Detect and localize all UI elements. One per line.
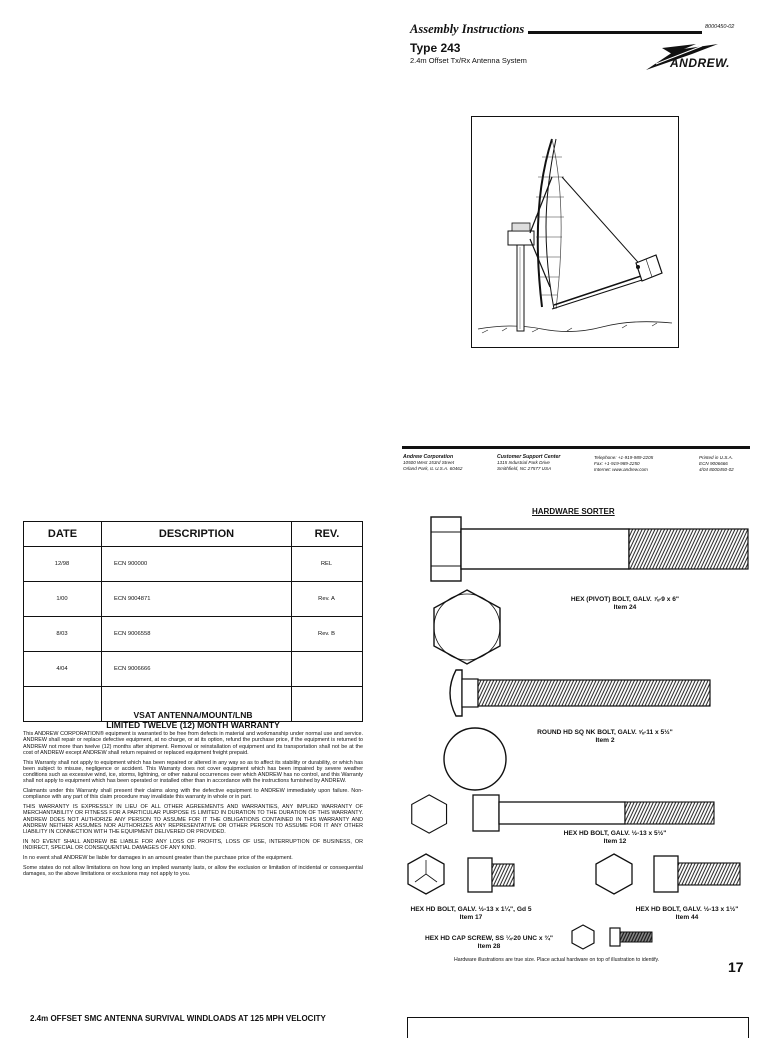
company-name: Andrew Corporation [403,454,454,460]
item44-label [620,906,754,921]
revision-description: ECN 9004871 [102,582,292,617]
support-address [497,454,560,472]
revision-date: 8/03 [24,617,102,652]
cap-screw-illustration [570,924,654,950]
phone-line1: Telephone: +1-919-989-2205 [594,455,654,460]
revision-description: ECN 900000 [102,547,292,582]
revision-description: ECN 9006666 [102,652,292,687]
date-header: DATE [24,522,102,547]
revision-row [24,582,363,617]
support-line1: 1315 Industrial Park Drive [497,460,550,465]
item12-name: HEX HD BOLT, GALV. ½-13 x 5½" [563,830,667,837]
item24-label [540,596,710,611]
item2-number: Item 2 [595,736,615,744]
doc-number: 8000450-02 [705,24,735,30]
support-line2: Smithfield, NC 27577 USA [497,466,552,471]
windload-table-frame [407,1017,749,1038]
warranty-title [23,710,363,730]
warranty-paragraph: This ANDREW CORPORATION® equipment is warranted to be free from defects in material and workmanship under normal use and service. ANDREW shall repair or replace defective equipment, at no charge, or at its option, refund the purchase price, if the equipment is returned to ANDREW not more than twelve (12) months after shipment. Removal or reinstallation of equipment and its transportation shall not be at the cost of ANDREW except ANDREW shall return repaired or replaced equipment freight prepaid. [23,731,363,756]
andrew-logo [632,42,742,74]
print-line2: ECN 9006666 [699,461,728,466]
warranty-body [23,731,363,881]
antenna-illustration [471,116,679,348]
phone-info [594,455,653,473]
item2-name: ROUND HD SQ NK BOLT, GALV. ⅝-11 x 5½" [537,729,673,736]
revision-table [23,521,363,722]
revision-rev: Rev. A [292,582,363,617]
round-head-end-view [442,726,508,792]
brand-name: ANDREW. [670,56,730,70]
item24-name: HEX (PIVOT) BOLT, GALV. ⅞-9 x 6" [570,596,680,603]
hardware-sorter-title: HARDWARE SORTER [532,507,615,516]
item44-name: HEX HD BOLT, GALV. ½-13 x 1½" [635,906,739,913]
company-address [403,454,462,472]
rev-header: REV. [292,522,363,547]
windload-title: 2.4m OFFSET SMC ANTENNA SURVIVAL WINDLOADS AT 125 MPH VELOCITY [30,1014,326,1023]
round-head-bolt-illustration [442,666,712,720]
item17-label [396,906,546,921]
warranty-paragraph: IN NO EVENT SHALL ANDREW BE LIABLE FOR ANY LOSS OF PROFITS, LOSS OF USE, INTERRUPTION OF BUSINESS, OR INDIRECT, SPECIAL OR CONSEQUENTIAL DAMAGES OF ANY KIND. [23,839,363,852]
support-name: Customer Support Center [497,454,561,460]
product-name: 2.4m Offset Tx/Rx Antenna System [410,56,527,65]
revision-header-row [24,522,363,547]
item17-name: HEX HD BOLT, GALV. ½-13 x 1¼", Gd 5 [410,906,532,913]
revision-date: 1/00 [24,582,102,617]
hex-head-end-view [430,588,504,666]
revision-date: 12/98 [24,547,102,582]
revision-row [24,617,363,652]
description-header: DESCRIPTION [102,522,292,547]
revision-description: ECN 9006558 [102,617,292,652]
item12-label [530,830,700,845]
product-type: Type 243 [410,41,461,55]
page-number: 17 [728,959,744,975]
item44-number: Item 44 [675,913,699,921]
item28-label [414,935,564,950]
item12-number: Item 12 [603,837,627,845]
revision-row [24,547,363,582]
header-rule [528,31,702,34]
warranty-paragraph: In no event shall ANDREW be liable for damages in an amount greater than the purchase price of the equipment. [23,855,293,861]
hex-bolt-1-5-illustration [594,852,744,898]
revision-rev [292,652,363,687]
revision-row [24,652,363,687]
print-line3: 4/04 8000450-02 [699,467,734,472]
warranty-paragraph: This Warranty shall not apply to equipment which has been repaired or altered in any way so as to affect its stability or durability, or which has been subject to misuse, negligence or accident. This Warranty does not cover equipment which has been impaired by severe weather conditions such as excessive wind, ice, storms, lightning, or other natural occurrences over which ANDREW has no control, and this Warranty shall not apply to equipment which has been operated or installed other than in accordance with the instructions furnished by ANDREW. [23,759,363,785]
warranty-paragraph: Claimants under this Warranty shall present their claims along with the defective equipment to ANDREW immediately upon failure. Non-compliance with any part of this claim procedure may invalidate this warranty in whole or in part. [23,788,363,801]
item2-label [520,729,690,744]
warranty-paragraph: THIS WARRANTY IS EXPRESSLY IN LIEU OF ALL OTHER AGREEMENTS AND WARRANTIES, ANY IMPLIED WARRANTY OF MERCHANTABILITY OR FITNESS FOR A PARTICULAR PURPOSE IS LIMITED IN DURATION TO THE DURATION OF THIS WARRANTY. ANDREW DOES NOT AUTHORIZE ANY PERSON TO ASSUME FOR IT THE OBLIGATIONS CONTAINED IN THIS WARRANTY AND ANDREW NEITHER ASSUMES NOR AUTHORIZES ANY REPRESENTATIVE OR OTHER PERSON TO ASSUME FOR IT ANY OTHER LIABILITY IN CONNECTION WITH THE EQUIPMENT DELIVERED OR PROVIDED. [23,804,363,836]
warranty-paragraph: Some states do not allow limitations on how long an implied warranty lasts, or allow the exclusion or limitation of incidental or consequential damages, so the above limitations or exclusions may not apply to you. [23,864,363,877]
hex-bolt-5-5-illustration [410,794,716,834]
revision-date: 4/04 [24,652,102,687]
revision-rev: REL [292,547,363,582]
phone-line2: Fax: +1-919-989-2250 [594,461,640,466]
item24-number: Item 24 [613,603,637,611]
warranty-title-line1: VSAT ANTENNA/MOUNT/LNB [133,710,253,720]
hex-bolt-1-25-illustration [406,852,516,898]
section-title: Assembly Instructions [410,22,525,36]
item28-number: Item 28 [477,942,501,950]
item17-number: Item 17 [459,913,483,921]
revision-rev: Rev. B [292,617,363,652]
hex-pivot-bolt-illustration [430,516,750,586]
contact-rule [402,446,750,449]
item28-name: HEX HD CAP SCREW, SS ¼-20 UNC x ¾" [425,935,553,942]
warranty-title-line2: LIMITED TWELVE (12) MONTH WARRANTY [106,720,280,730]
print-info [699,455,734,473]
phone-line3: Internet: www.andrew.com [594,467,648,472]
print-line1: Printed in U.S.A. [699,455,733,460]
company-line2: Orland Park, IL U.S.A. 60462 [403,466,463,471]
company-line1: 10500 West 153rd Street [403,460,454,465]
hardware-note: Hardware illustrations are true size. Place actual hardware on top of illustration to identify. [454,957,660,963]
